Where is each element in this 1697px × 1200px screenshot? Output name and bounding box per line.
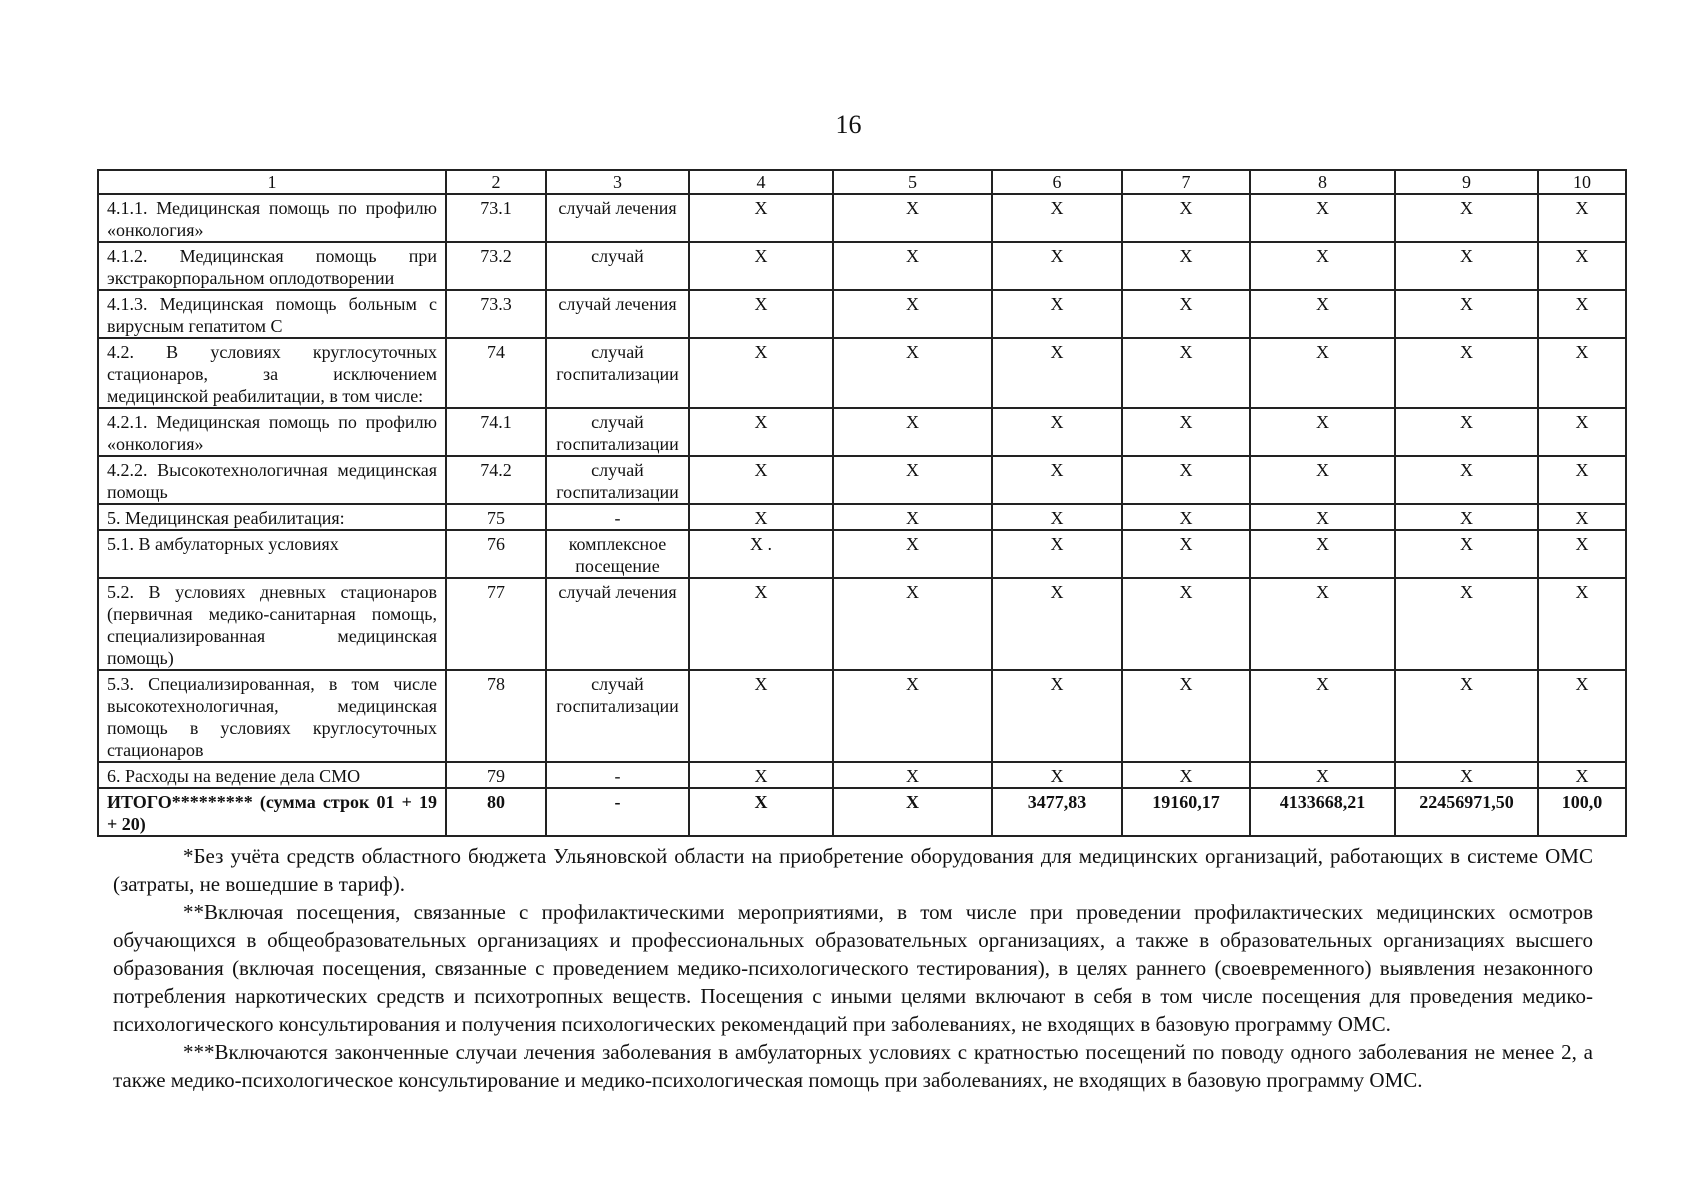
table-row — [98, 504, 1626, 530]
row-value-col-5: X — [833, 578, 992, 670]
row-value-col-7: 19160,17 — [1122, 788, 1250, 836]
column-number-9: 9 — [1395, 170, 1538, 194]
row-value-col-4: X — [689, 504, 833, 530]
table-row — [98, 290, 1626, 338]
row-value-col-8: X — [1250, 504, 1395, 530]
column-number-7: 7 — [1122, 170, 1250, 194]
table-row — [98, 762, 1626, 788]
row-value-col-7: X — [1122, 504, 1250, 530]
row-value-col-9: 22456971,50 — [1395, 788, 1538, 836]
row-value-col-8: X — [1250, 408, 1395, 456]
row-value-col-6: X — [992, 670, 1122, 762]
row-value-col-4: X — [689, 456, 833, 504]
row-value-col-5: X — [833, 762, 992, 788]
column-number-row — [98, 170, 1626, 194]
row-name: 4.2.1. Медицинская помощь по профилю «онкология» — [98, 408, 446, 456]
row-name: 4.2.2. Высокотехнологичная медицинская помощь — [98, 456, 446, 504]
table-row — [98, 194, 1626, 242]
row-value-col-8: X — [1250, 290, 1395, 338]
table-row — [98, 530, 1626, 578]
table-row — [98, 578, 1626, 670]
row-unit: комплексное посещение — [546, 530, 689, 578]
row-value-col-7: X — [1122, 530, 1250, 578]
table-row — [98, 456, 1626, 504]
row-line-number: 79 — [446, 762, 546, 788]
row-value-col-10: X — [1538, 504, 1626, 530]
row-value-col-6: X — [992, 504, 1122, 530]
row-value-col-5: X — [833, 242, 992, 290]
footnote-3: ***Включаются законченные случаи лечения заболевания в амбулаторных условиях с кратностью посещений по поводу одного заболевания не менее 2, а также медико-психологическое консультирование и медико-психологическая помощь при заболеваниях, не входящих в базовую программу ОМС. — [113, 1040, 1593, 1092]
footnote-2: **Включая посещения, связанные с профилактическими мероприятиями, в том числе при проведении профилактических медицинских осмотров обучающихся в общеобразовательных организациях и профессиональных образовательных организациях, а также в образовательных организациях высшего образования (включая посещения, связанные с проведением медико-психологического тестирования), в целях раннего (своевременного) выявления незаконного потребления наркотических средств и психотропных веществ. Посещения с иными целями включают в себя в том числе посещения для проведения медико-психологического консультирования и получения психологических рекомендаций при заболеваниях, не входящих в базовую программу ОМС. — [113, 900, 1593, 1036]
row-name: 4.1.1. Медицинская помощь по профилю «онкология» — [98, 194, 446, 242]
column-number-2: 2 — [446, 170, 546, 194]
footnote-1: *Без учёта средств областного бюджета Ульяновской области на приобретение оборудования для медицинских организаций, работающих в системе ОМС (затраты, не вошедшие в тариф). — [113, 844, 1593, 896]
row-value-col-7: X — [1122, 456, 1250, 504]
row-name: 5.3. Специализированная, в том числе высокотехнологичная, медицинская помощь в условиях круглосуточных стационаров — [98, 670, 446, 762]
row-value-col-10: X — [1538, 338, 1626, 408]
row-value-col-4: X — [689, 338, 833, 408]
row-value-col-10: X — [1538, 456, 1626, 504]
row-unit: - — [546, 762, 689, 788]
row-line-number: 73.2 — [446, 242, 546, 290]
row-name: 5.2. В условиях дневных стационаров (первичная медико-санитарная помощь, специализированная медицинская помощь) — [98, 578, 446, 670]
row-value-col-4: X — [689, 762, 833, 788]
row-value-col-4: X — [689, 242, 833, 290]
row-value-col-6: X — [992, 242, 1122, 290]
row-line-number: 73.1 — [446, 194, 546, 242]
row-value-col-10: X — [1538, 578, 1626, 670]
row-value-col-8: X — [1250, 578, 1395, 670]
column-number-6: 6 — [992, 170, 1122, 194]
row-value-col-7: X — [1122, 242, 1250, 290]
row-value-col-9: X — [1395, 504, 1538, 530]
row-unit: случай лечения — [546, 290, 689, 338]
row-value-col-6: X — [992, 530, 1122, 578]
total-row — [98, 788, 1626, 836]
column-number-3: 3 — [546, 170, 689, 194]
row-value-col-7: X — [1122, 578, 1250, 670]
row-value-col-7: X — [1122, 762, 1250, 788]
row-value-col-10: X — [1538, 530, 1626, 578]
row-value-col-10: X — [1538, 290, 1626, 338]
row-value-col-5: X — [833, 530, 992, 578]
row-value-col-4: X — [689, 578, 833, 670]
row-value-col-9: X — [1395, 456, 1538, 504]
row-value-col-9: X — [1395, 578, 1538, 670]
tariff-table — [97, 169, 1627, 837]
column-number-10: 10 — [1538, 170, 1626, 194]
row-value-col-4: X — [689, 788, 833, 836]
row-value-col-7: X — [1122, 338, 1250, 408]
row-value-col-5: X — [833, 504, 992, 530]
page-number: 16 — [835, 110, 862, 139]
row-value-col-8: X — [1250, 670, 1395, 762]
row-unit: случай госпитализации — [546, 408, 689, 456]
row-value-col-4: X — [689, 670, 833, 762]
row-value-col-4: X — [689, 290, 833, 338]
row-value-col-5: X — [833, 338, 992, 408]
table-row — [98, 242, 1626, 290]
row-value-col-9: X — [1395, 670, 1538, 762]
row-value-col-5: X — [833, 408, 992, 456]
column-number-5: 5 — [833, 170, 992, 194]
row-value-col-8: X — [1250, 242, 1395, 290]
row-line-number: 75 — [446, 504, 546, 530]
row-value-col-6: 3477,83 — [992, 788, 1122, 836]
row-value-col-5: X — [833, 788, 992, 836]
row-name: 5.1. В амбулаторных условиях — [98, 530, 446, 578]
row-value-col-10: X — [1538, 242, 1626, 290]
row-unit: случай госпитализации — [546, 670, 689, 762]
row-value-col-9: X — [1395, 530, 1538, 578]
row-value-col-6: X — [992, 338, 1122, 408]
row-line-number: 74.2 — [446, 456, 546, 504]
column-number-4: 4 — [689, 170, 833, 194]
row-value-col-6: X — [992, 578, 1122, 670]
row-unit: - — [546, 788, 689, 836]
row-line-number: 73.3 — [446, 290, 546, 338]
row-value-col-5: X — [833, 670, 992, 762]
table-row — [98, 670, 1626, 762]
row-unit: случай госпитализации — [546, 456, 689, 504]
row-value-col-6: X — [992, 762, 1122, 788]
row-value-col-8: X — [1250, 194, 1395, 242]
row-value-col-8: 4133668,21 — [1250, 788, 1395, 836]
row-line-number: 80 — [446, 788, 546, 836]
row-value-col-5: X — [833, 194, 992, 242]
row-value-col-4: X — [689, 408, 833, 456]
row-name: 4.1.2. Медицинская помощь при экстракорпоральном оплодотворении — [98, 242, 446, 290]
row-name: 4.2. В условиях круглосуточных стационаров, за исключением медицинской реабилитации, в том числе: — [98, 338, 446, 408]
row-value-col-5: X — [833, 456, 992, 504]
row-name: 4.1.3. Медицинская помощь больным с вирусным гепатитом С — [98, 290, 446, 338]
row-value-col-9: X — [1395, 338, 1538, 408]
row-line-number: 74.1 — [446, 408, 546, 456]
row-value-col-7: X — [1122, 290, 1250, 338]
row-value-col-9: X — [1395, 290, 1538, 338]
row-value-col-8: X — [1250, 530, 1395, 578]
row-name: 6. Расходы на ведение дела СМО — [98, 762, 446, 788]
row-value-col-7: X — [1122, 194, 1250, 242]
row-value-col-9: X — [1395, 408, 1538, 456]
row-line-number: 78 — [446, 670, 546, 762]
row-value-col-9: X — [1395, 194, 1538, 242]
row-value-col-10: 100,0 — [1538, 788, 1626, 836]
row-name: 5. Медицинская реабилитация: — [98, 504, 446, 530]
row-value-col-8: X — [1250, 762, 1395, 788]
row-unit: - — [546, 504, 689, 530]
row-value-col-7: X — [1122, 408, 1250, 456]
row-value-col-6: X — [992, 456, 1122, 504]
row-unit: случай — [546, 242, 689, 290]
row-line-number: 77 — [446, 578, 546, 670]
row-value-col-8: X — [1250, 338, 1395, 408]
footnotes — [113, 842, 1593, 1094]
row-unit: случай лечения — [546, 578, 689, 670]
column-number-1: 1 — [98, 170, 446, 194]
row-value-col-5: X — [833, 290, 992, 338]
row-value-col-10: X — [1538, 408, 1626, 456]
row-value-col-6: X — [992, 408, 1122, 456]
row-value-col-4: X — [689, 194, 833, 242]
row-value-col-10: X — [1538, 194, 1626, 242]
row-value-col-8: X — [1250, 456, 1395, 504]
row-line-number: 74 — [446, 338, 546, 408]
row-unit: случай лечения — [546, 194, 689, 242]
row-value-col-6: X — [992, 194, 1122, 242]
row-value-col-10: X — [1538, 670, 1626, 762]
table-row — [98, 338, 1626, 408]
row-value-col-9: X — [1395, 762, 1538, 788]
row-name: ИТОГО********* (сумма строк 01 + 19 + 20) — [98, 788, 446, 836]
row-line-number: 76 — [446, 530, 546, 578]
table-row — [98, 408, 1626, 456]
column-number-8: 8 — [1250, 170, 1395, 194]
row-value-col-4: X . — [689, 530, 833, 578]
row-value-col-9: X — [1395, 242, 1538, 290]
row-value-col-6: X — [992, 290, 1122, 338]
row-unit: случай госпитализации — [546, 338, 689, 408]
row-value-col-7: X — [1122, 670, 1250, 762]
row-value-col-10: X — [1538, 762, 1626, 788]
